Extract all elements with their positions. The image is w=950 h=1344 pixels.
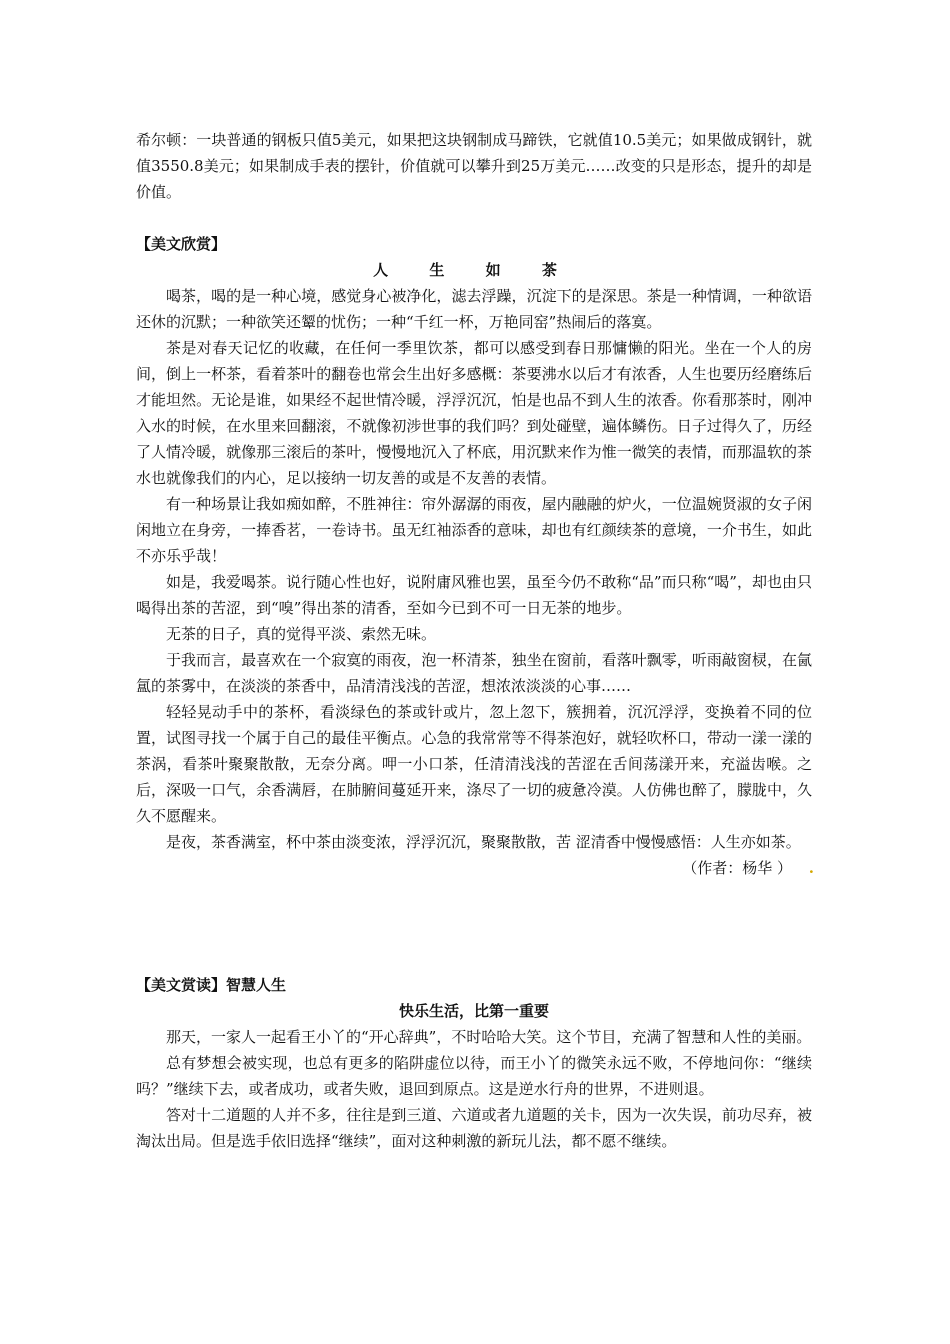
wisdom-article <box>136 972 812 1154</box>
intro-block <box>136 127 812 205</box>
intro-paragraph: 希尔顿：一块普通的钢板只值5美元，如果把这块钢制成马蹄铁，它就值10.5美元；如果做成钢针，就值3550.8美元；如果制成手表的摆针，价值就可以攀升到25万美元……改变的只是形态，提升的却是价值。 <box>136 131 812 201</box>
article-paragraph: 无茶的日子，真的觉得平淡、索然无味。 <box>166 625 437 643</box>
article-title-tea: 人 生 如 茶 <box>373 261 575 279</box>
article-title-happy: 快乐生活，比第一重要 <box>398 1002 549 1020</box>
stray-mark: . <box>808 859 814 877</box>
article-paragraph: 喝茶，喝的是一种心境，感觉身心被净化，滤去浮躁，沉淀下的是深思。茶是一种情调，一种欲语还休的沉默；一种欲笑还颦的忧伤；一种“千红一杯，万艳同窑”热闹后的落寞。 <box>136 287 812 331</box>
article-paragraph: 轻轻晃动手中的茶杯，看淡绿色的茶或针或片，忽上忽下，簇拥着，沉沉浮浮，变换着不同的位置，试图寻找一个属于自己的最佳平衡点。心急的我常常等不得茶泡好，就轻吹杯口，带动一漾一漾的茶涡，看茶叶聚聚散散，无奈分离。呷一小口茶，任清清浅浅的苦涩在舌间荡漾开来，充溢齿喉。之后，深吸一口气，余香满唇，在肺腑间蔓延开来，涤尽了一切的疲惫冷漠。人仿佛也醉了，朦胧中，久久不愿醒来。 <box>136 703 812 825</box>
article-paragraph: 于我而言，最喜欢在一个寂寞的雨夜，泡一杯清茶，独坐在窗前，看落叶飘零，听雨敲窗棂，在氤氲的茶雾中，在淡淡的茶香中，品清清浅浅的苦涩，想浓浓淡淡的心事…… <box>136 651 812 695</box>
section-heading-appreciation: 【美文欣赏】 <box>136 235 227 253</box>
article-paragraph: 那天，一家人一起看王小丫的“开心辞典”，不时哈哈大笑。这个节目，充满了智慧和人性的美丽。 <box>166 1028 812 1046</box>
tea-article <box>136 231 812 881</box>
article-paragraph: 答对十二道题的人并不多，往往是到三道、六道或者九道题的关卡，因为一次失误，前功尽弃，被淘汰出局。但是选手依旧选择“继续”，面对这种刺激的新玩儿法，都不愿不继续。 <box>136 1106 812 1150</box>
section-heading-wisdom: 【美文赏读】智慧人生 <box>136 976 287 994</box>
article-paragraph: 如是，我爱喝茶。说行随心性也好，说附庸风雅也罢，虽至今仍不敢称“品”而只称“喝”，却也由只喝得出茶的苦涩，到“嗅”得出茶的清香，至如今已到不可一日无茶的地步。 <box>136 573 812 617</box>
article-paragraph: 有一种场景让我如痴如醉，不胜神往：帘外潺潺的雨夜，屋内融融的炉火，一位温婉贤淑的女子闲闲地立在身旁，一捧香茗，一卷诗书。虽无红袖添香的意味，却也有红颜续茶的意境，一介书生，如此不亦乐乎哉！ <box>136 495 812 565</box>
article-paragraph: 茶是对春天记忆的收藏，在任何一季里饮茶，都可以感受到春日那慵懒的阳光。坐在一个人的房间，倒上一杯茶，看着茶叶的翻卷也常会生出好多感概：茶要沸水以后才有浓香，人生也要历经磨练后才能坦然。无论是谁，如果经不起世情冷暖，浮浮沉沉，怕是也品不到人生的浓香。你看那茶时，刚冲入水的时候，在水里来回翻滚，不就像初涉世事的我们吗？到处碰壁，遍体鳞伤。日子过得久了，历经了人情冷暖，就像那三滚后的茶叶，慢慢地沉入了杯底，用沉默来作为惟一微笑的表情，而那温软的茶水也就像我们的内心，足以接纳一切友善的或是不友善的表情。 <box>136 339 812 487</box>
article-author <box>136 855 812 881</box>
author-text: （作者：杨华 ） <box>682 859 792 877</box>
article-paragraph: 是夜，茶香满室，杯中茶由淡变浓，浮浮沉沉，聚聚散散，苦 涩清香中慢慢感悟：人生亦如茶。 <box>166 833 801 851</box>
article-paragraph: 总有梦想会被实现，也总有更多的陷阱虚位以待，而王小丫的微笑永远不败，不停地问你：“继续吗？”继续下去，或者成功，或者失败，退回到原点。这是逆水行舟的世界，不进则退。 <box>136 1054 812 1098</box>
